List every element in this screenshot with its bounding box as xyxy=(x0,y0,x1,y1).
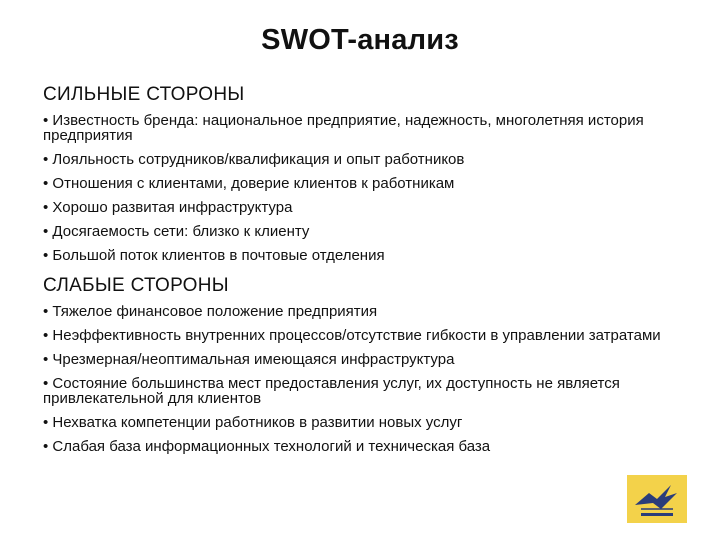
postal-logo-graphic xyxy=(627,475,687,523)
list-item: • Нехватка компетенции работников в развитии новых услуг xyxy=(43,414,463,431)
weaknesses-heading: СЛАБЫЕ СТОРОНЫ xyxy=(43,275,229,296)
list-item: • Отношения с клиентами, доверие клиентов к работникам xyxy=(43,175,455,192)
strengths-list xyxy=(43,113,683,272)
list-item: • Большой поток клиентов в почтовые отделения xyxy=(43,247,385,264)
strengths-heading: СИЛЬНЫЕ СТОРОНЫ xyxy=(43,84,245,105)
weaknesses-list xyxy=(43,304,683,463)
list-item: • Лояльность сотрудников/квалификация и опыт работников xyxy=(43,151,465,168)
page-title: SWOT-анализ xyxy=(261,24,459,56)
list-item: • Хорошо развитая инфраструктура xyxy=(43,199,293,216)
list-item: • Досягаемость сети: близко к клиенту xyxy=(43,223,310,240)
postal-logo-icon xyxy=(627,475,687,523)
list-item: • Чрезмерная/неоптимальная имеющаяся инфраструктура xyxy=(43,351,455,368)
list-item: • Известность бренда: национальное предприятие, надежность, многолетняя история предприятия xyxy=(43,112,644,144)
list-item: • Слабая база информационных технологий и техническая база xyxy=(43,438,491,455)
list-item: • Неэффективность внутренних процессов/отсутствие гибкости в управлении затратами xyxy=(43,327,661,344)
list-item: • Тяжелое финансовое положение предприятия xyxy=(43,303,378,320)
list-item: • Состояние большинства мест предоставления услуг, их доступность не является привлекательной для клиентов xyxy=(43,375,620,407)
